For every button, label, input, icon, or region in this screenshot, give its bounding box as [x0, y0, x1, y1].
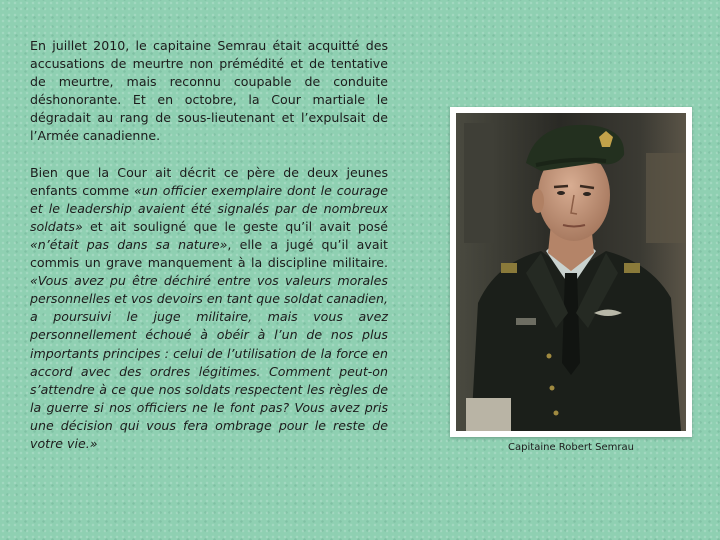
- body-text: [30, 37, 388, 453]
- quote-segment: «n’était pas dans sa nature»: [30, 236, 228, 252]
- photo-caption: Capitaine Robert Semrau: [508, 442, 634, 453]
- left-eye: [557, 191, 565, 195]
- tie: [562, 273, 580, 375]
- collar-badge-left: [501, 263, 517, 273]
- text-segment: Bien que la Cour ait décrit ce père de deux jeunes enfants comme: [30, 164, 388, 198]
- button-1: [547, 354, 552, 359]
- background-pillar: [464, 123, 494, 243]
- text-segment: En juillet 2010, le capitaine Semrau était acquitté des accusations de meurtre non prémédité et de tentative de meurtre, mais reconnu coupable de conduite déshonorante. Et en octobre, la Cour martiale le dégradait au rang de sous-lieutenant et l’expulsait de l’Armée canadienne.: [30, 38, 388, 144]
- document-held: [466, 398, 511, 431]
- photo-frame: [450, 107, 692, 437]
- paragraph-1: [30, 37, 388, 146]
- name-tag: [516, 318, 536, 325]
- right-eye: [583, 192, 591, 196]
- background-wall: [646, 153, 686, 243]
- ear: [532, 189, 544, 213]
- left-eyebrow: [554, 186, 568, 187]
- paragraph-2: [30, 164, 388, 454]
- collar-badge-right: [624, 263, 640, 273]
- portrait-photo: [456, 113, 686, 431]
- text-segment: et ait souligné que le geste qu’il avait posé: [82, 218, 388, 234]
- text-segment: , elle a jugé qu’il avait commis un grave manquement à la discipline militaire.: [30, 236, 388, 271]
- quote-segment: «Vous avez pu être déchiré entre vos valeurs morales personnelles et vos devoirs en tant que soldat canadien, a poursuivi le juge militaire, mais vous avez personnellement échoué à obéir à l’un de nos plus importants principes : celui de l’utilisation de la force en accord avec des ordres légitimes. Comment peut-on s’attendre à ce que nos soldats respectent les règles de la guerre si nos officiers ne le font pas? Vous avez pris une décision qui vous fera ombrage pour le reste de votre vie.»: [30, 273, 388, 451]
- button-3: [554, 411, 559, 416]
- quote-segment: «un officier exemplaire dont le courage et le leadership avaient été signalés par de nombreux soldats»: [30, 182, 388, 234]
- button-2: [550, 386, 555, 391]
